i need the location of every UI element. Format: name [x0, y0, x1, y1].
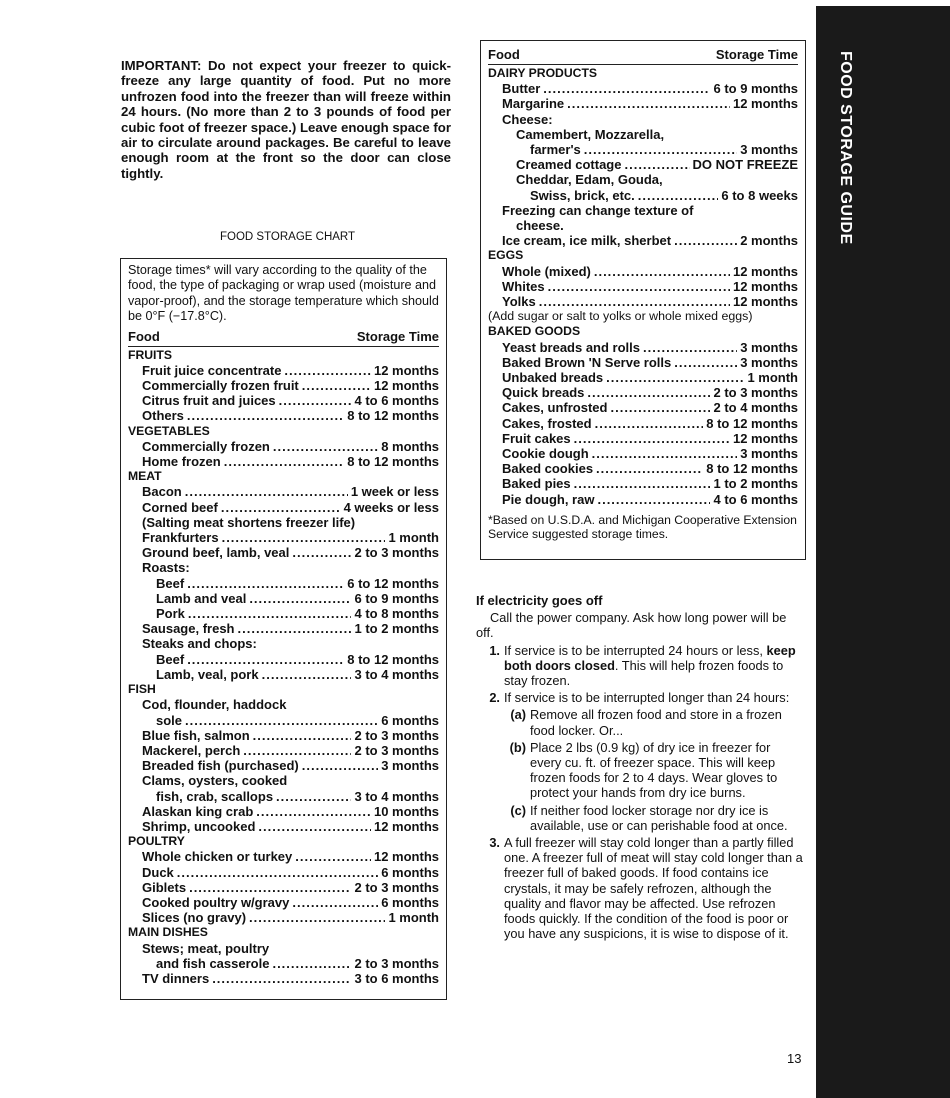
food-row — [128, 971, 439, 986]
food-name: Pie dough, raw — [502, 491, 595, 507]
storage-time: 3 months — [381, 758, 439, 774]
food-row — [128, 530, 439, 545]
food-row — [128, 576, 439, 591]
food-name: Swiss, brick, etc. — [530, 187, 635, 203]
leader-dots — [224, 454, 345, 469]
column-food: Food — [128, 328, 160, 344]
food-name: Yeast breads and rolls — [502, 339, 641, 355]
food-row — [128, 880, 439, 895]
food-name: Commercially frozen fruit — [142, 378, 299, 394]
food-row — [128, 621, 439, 636]
category-heading: DAIRY PRODUCTS — [488, 66, 598, 80]
substep-label: (a) — [510, 707, 526, 723]
storage-time: DO NOT FREEZE — [692, 157, 798, 173]
storage-time: 1 week or less — [350, 484, 439, 500]
column-time: Storage Time — [356, 328, 439, 344]
leader-dots — [187, 576, 344, 591]
food-row — [128, 378, 439, 393]
storage-time: 8 to 12 months — [706, 461, 798, 477]
food-subheading: Cheese: — [502, 111, 553, 127]
food-name: Breaded fish (purchased) — [142, 758, 299, 774]
food-name: fish, crab, scallops — [156, 788, 274, 804]
food-subheading: Clams, oysters, cooked — [142, 773, 288, 789]
step-text: If service is to be interrupted 24 hours or less, keep both doors closed. This will help frozen foods to stay frozen. — [504, 642, 796, 689]
food-name: Quick breads — [502, 385, 585, 401]
side-tab — [816, 6, 950, 1098]
storage-time: 8 to 12 months — [706, 415, 798, 431]
food-row — [128, 758, 439, 773]
column-header-right — [488, 47, 798, 65]
footnote: *Based on U.S.D.A. and Michigan Cooperative Extension Service suggested storage times. — [488, 512, 797, 542]
food-name: Margarine — [502, 96, 565, 112]
food-row — [488, 96, 798, 111]
storage-time: 3 to 6 months — [354, 970, 439, 986]
leader-dots — [188, 606, 352, 621]
food-row — [488, 279, 798, 294]
food-name: Citrus fruit and juices — [142, 393, 276, 409]
food-name: Blue fish, salmon — [142, 727, 250, 743]
storage-time: 12 months — [732, 278, 798, 294]
food-row — [488, 294, 798, 309]
food-name: sole — [156, 712, 183, 728]
food-row — [128, 804, 439, 819]
food-name: Commercially frozen — [142, 438, 270, 454]
leader-dots — [276, 789, 351, 804]
food-row — [128, 545, 439, 560]
step-emphasis: keep both doors closed — [504, 642, 796, 673]
food-name: farmer's — [530, 142, 581, 158]
food-subheading: cheese. — [516, 218, 564, 234]
food-subheading: Camembert, Mozzarella, — [516, 126, 665, 142]
leader-dots — [292, 895, 378, 910]
food-row — [488, 264, 798, 279]
food-name: Cooked poultry w/gravy — [142, 894, 290, 910]
storage-time: 6 months — [381, 894, 439, 910]
leader-dots — [624, 157, 689, 172]
substep-label: (c) — [510, 802, 526, 818]
storage-time: 2 to 3 months — [354, 727, 439, 743]
storage-time: 6 months — [381, 712, 439, 728]
storage-time: 10 months — [373, 803, 439, 819]
leader-dots — [249, 910, 385, 925]
food-name: Pork — [156, 606, 185, 622]
food-name: Yolks — [502, 294, 536, 310]
food-row — [128, 895, 439, 910]
storage-table-right — [480, 40, 806, 560]
storage-time: 3 to 4 months — [354, 666, 439, 682]
storage-time: 8 to 12 months — [347, 454, 439, 470]
food-name: Shrimp, uncooked — [142, 818, 256, 834]
storage-time: 2 to 3 months — [354, 545, 439, 561]
leader-dots — [187, 408, 344, 423]
leader-dots — [596, 461, 703, 476]
food-subheading: (Salting meat shortens freezer life) — [142, 514, 356, 530]
storage-time: 3 months — [740, 446, 798, 462]
leader-dots — [279, 393, 352, 408]
category-heading: BAKED GOODS — [488, 324, 581, 339]
category-heading: FRUITS — [128, 347, 173, 362]
step-number: 2. — [489, 690, 500, 706]
storage-time: 2 to 3 months — [354, 879, 439, 895]
category-heading: FISH — [128, 682, 156, 697]
food-subheading: Roasts: — [142, 560, 190, 576]
food-row — [488, 446, 798, 461]
leader-dots — [643, 340, 737, 355]
leader-dots — [674, 233, 737, 248]
storage-note: Storage times* will vary according to the quality of the food, the type of packaging or wrap used (moisture and vapor-proof), and the storage temperature which should be 0°F (−17.8°C). — [128, 263, 439, 324]
food-name: Baked pies — [502, 476, 571, 492]
substep-item — [504, 740, 804, 801]
column-header — [128, 329, 439, 347]
food-row — [488, 340, 798, 355]
electricity-intro: Call the power company. Ask how long power will be off. — [476, 610, 787, 641]
leader-dots — [212, 971, 351, 986]
storage-time: 2 to 3 months — [713, 385, 798, 401]
food-row — [488, 188, 798, 203]
food-name: Fruit cakes — [502, 430, 571, 446]
food-row — [128, 910, 439, 925]
storage-time: 6 to 8 weeks — [721, 187, 798, 203]
leader-dots — [302, 758, 378, 773]
food-name: Giblets — [142, 879, 187, 895]
food-name: Duck — [142, 864, 174, 880]
leader-dots — [295, 849, 371, 864]
storage-time: 1 month — [747, 370, 798, 386]
storage-time: 4 weeks or less — [343, 499, 439, 515]
storage-time: 8 to 12 months — [347, 408, 439, 424]
leader-dots — [187, 652, 344, 667]
leader-dots — [185, 713, 378, 728]
food-name: Beef — [156, 575, 185, 591]
food-row — [488, 431, 798, 446]
leader-dots — [262, 667, 352, 682]
food-subheading: Steaks and chops: — [142, 636, 257, 652]
left-food-list — [128, 348, 439, 987]
leader-dots — [284, 363, 371, 378]
step-item — [476, 690, 804, 833]
food-row — [128, 439, 439, 454]
food-name: Butter — [502, 81, 541, 97]
storage-time: 6 to 9 months — [354, 590, 439, 606]
leader-dots — [189, 880, 351, 895]
leader-dots — [674, 355, 737, 370]
storage-time: 2 to 3 months — [354, 955, 439, 971]
leader-dots — [595, 416, 704, 431]
storage-time: 3 to 4 months — [354, 788, 439, 804]
storage-time: 3 months — [740, 339, 798, 355]
food-name: Baked cookies — [502, 461, 594, 477]
storage-time: 12 months — [373, 849, 439, 865]
food-row — [128, 484, 439, 499]
food-name: and fish casserole — [156, 955, 270, 971]
important-paragraph: IMPORTANT: Do not expect your freezer to quick-freeze any large quantity of food. Put no more unfrozen food into the freezer than will freeze within 24 hours. (No more than 2 to 3 pounds of food per cubic foot of freezer space.) Leave enough space for air to circulate around packages. Be careful to leave enough room at the front so the door can close tightly. — [121, 58, 451, 181]
storage-time: 3 months — [740, 142, 798, 158]
food-name: Whites — [502, 278, 545, 294]
substep-text: Place 2 lbs (0.9 kg) of dry ice in freezer for every cu. ft. of freezer space. This will keep frozen foods for 2 to 4 days. Wear gloves to protect your hands from dry ice burns. — [530, 739, 778, 801]
food-note: (Add sugar or salt to yolks or whole mixed eggs) — [488, 309, 753, 324]
storage-time: 12 months — [732, 294, 798, 310]
food-name: Sausage, fresh — [142, 621, 235, 637]
food-name: Beef — [156, 651, 185, 667]
storage-time: 12 months — [373, 378, 439, 394]
column-time-right: Storage Time — [715, 47, 798, 62]
substep-text: Remove all frozen food and store in a frozen food locker. Or... — [530, 707, 782, 738]
food-row — [128, 849, 439, 864]
page-number: 13 — [787, 1051, 802, 1066]
food-name: Creamed cottage — [516, 157, 622, 173]
storage-table-left — [120, 258, 447, 1000]
leader-dots — [273, 439, 378, 454]
food-row — [488, 476, 798, 491]
storage-time: 6 to 12 months — [347, 575, 439, 591]
category-heading: MAIN DISHES — [128, 925, 208, 940]
leader-dots — [567, 96, 730, 111]
step-text: A full freezer will stay cold longer than a partly filled one. A freezer full of meat will stay cold longer than a freezer full of baked goods. If food contains ice crystals, it may be safely refrozen, although the quality and flavor may be affected. Use refrozen foods quickly. If the condition of the food is poor or you have any suspicions, it is wise to dispose of it. — [504, 835, 803, 942]
category-heading: MEAT — [128, 469, 162, 484]
storage-time: 6 to 9 months — [713, 81, 798, 97]
leader-dots — [539, 294, 730, 309]
storage-time: 8 months — [381, 438, 439, 454]
food-row — [488, 81, 798, 96]
storage-time: 6 months — [381, 864, 439, 880]
food-row — [488, 157, 798, 172]
food-row — [128, 500, 439, 515]
substep-item — [504, 707, 804, 737]
leader-dots — [574, 476, 711, 491]
food-subheading: Cod, flounder, haddock — [142, 697, 287, 713]
leader-dots — [185, 484, 348, 499]
food-row — [128, 393, 439, 408]
substep-text: If neither food locker storage nor dry ice is available, use or can perishable food at once. — [530, 802, 788, 833]
leader-dots — [256, 804, 371, 819]
food-row — [488, 142, 798, 157]
column-food-right: Food — [488, 47, 520, 62]
step-number: 3. — [489, 835, 500, 851]
leader-dots — [584, 142, 737, 157]
food-name: Lamb and veal — [156, 590, 247, 606]
step-text: If service is to be interrupted longer than 24 hours: (a) Remove all frozen food and store in a frozen food locker. Or... (b) Place 2 lbs (0.9 kg) of dry ice in freezer for every cu. ft. of freezer space. This will keep frozen foods for 2 to 4 days. Wear gloves to protect your hands from dry ice burns. (c) If neither food locker storage nor dry ice is available, use or can perishable food at once. — [504, 690, 804, 833]
category-heading: VEGETABLES — [128, 423, 210, 438]
storage-time: 2 to 3 months — [354, 742, 439, 758]
food-row — [128, 713, 439, 728]
food-name: Corned beef — [142, 499, 218, 515]
food-row — [128, 865, 439, 880]
food-name: Bacon — [142, 484, 182, 500]
storage-time: 3 months — [740, 354, 798, 370]
step-item — [476, 643, 804, 689]
food-name: Cakes, unfrosted — [502, 400, 608, 416]
leader-dots — [222, 530, 386, 545]
storage-time: 4 to 6 months — [713, 491, 798, 507]
food-name: Whole (mixed) — [502, 263, 591, 279]
step-item — [476, 835, 804, 941]
substep-label: (b) — [509, 739, 526, 755]
leader-dots — [272, 956, 351, 971]
substep-item — [504, 803, 804, 833]
food-row — [128, 652, 439, 667]
leader-dots — [574, 431, 730, 446]
food-row — [128, 743, 439, 758]
storage-time: 8 to 12 months — [347, 651, 439, 667]
food-subheading: Cheddar, Edam, Gouda, — [516, 172, 663, 188]
leader-dots — [221, 500, 341, 515]
leader-dots — [638, 188, 719, 203]
leader-dots — [592, 446, 738, 461]
storage-time: 4 to 8 months — [354, 606, 439, 622]
category-heading: POULTRY — [128, 834, 185, 849]
food-row — [128, 591, 439, 606]
food-row — [488, 355, 798, 370]
storage-time: 12 months — [732, 430, 798, 446]
leader-dots — [177, 865, 378, 880]
leader-dots — [606, 370, 744, 385]
food-row — [128, 363, 439, 378]
food-row — [488, 400, 798, 415]
food-name: Cookie dough — [502, 446, 589, 462]
food-row — [128, 454, 439, 469]
food-row — [128, 606, 439, 621]
leader-dots — [258, 819, 371, 834]
leader-dots — [238, 621, 352, 636]
leader-dots — [610, 400, 710, 415]
category-heading: EGGS — [488, 248, 524, 263]
food-name: Others — [142, 408, 184, 424]
leader-dots — [587, 385, 710, 400]
food-name: Alaskan king crab — [142, 803, 254, 819]
storage-time: 12 months — [732, 263, 798, 279]
food-name: Frankfurters — [142, 530, 219, 546]
food-row — [128, 789, 439, 804]
food-row — [128, 408, 439, 423]
food-subheading: Freezing can change texture of — [502, 202, 694, 218]
food-name: Ground beef, lamb, veal — [142, 545, 290, 561]
leader-dots — [302, 378, 371, 393]
chart-title: FOOD STORAGE CHART — [220, 231, 356, 243]
storage-time: 1 month — [388, 910, 439, 926]
food-name: Whole chicken or turkey — [142, 849, 293, 865]
food-row — [488, 492, 798, 507]
food-row — [488, 370, 798, 385]
storage-time: 1 to 2 months — [713, 476, 798, 492]
leader-dots — [243, 743, 351, 758]
food-row — [488, 385, 798, 400]
food-row — [128, 819, 439, 834]
side-tab-label: FOOD STORAGE GUIDE — [837, 51, 854, 245]
food-name: Lamb, veal, pork — [156, 666, 259, 682]
right-food-list — [488, 66, 798, 507]
storage-time: 12 months — [373, 818, 439, 834]
leader-dots — [548, 279, 730, 294]
storage-time: 2 to 4 months — [713, 400, 798, 416]
leader-dots — [292, 545, 351, 560]
electricity-heading: If electricity goes off — [476, 593, 603, 608]
food-name: Slices (no gravy) — [142, 910, 247, 926]
electricity-section — [476, 593, 804, 941]
food-row — [128, 728, 439, 743]
food-name: Unbaked breads — [502, 370, 604, 386]
food-row — [488, 461, 798, 476]
food-name: Fruit juice concentrate — [142, 362, 282, 378]
leader-dots — [597, 492, 710, 507]
leader-dots — [594, 264, 730, 279]
food-row — [128, 956, 439, 971]
leader-dots — [543, 81, 710, 96]
food-row — [488, 416, 798, 431]
leader-dots — [249, 591, 351, 606]
storage-time: 12 months — [732, 96, 798, 112]
food-subheading: Stews; meat, poultry — [142, 940, 270, 956]
food-name: Mackerel, perch — [142, 742, 241, 758]
storage-time: 4 to 6 months — [354, 393, 439, 409]
electricity-steps — [476, 643, 804, 942]
storage-time: 1 month — [388, 530, 439, 546]
food-name: Home frozen — [142, 454, 221, 470]
food-name: Baked Brown 'N Serve rolls — [502, 354, 672, 370]
food-name: TV dinners — [142, 970, 210, 986]
storage-time: 2 months — [740, 233, 798, 249]
storage-time: 1 to 2 months — [354, 621, 439, 637]
food-name: Cakes, frosted — [502, 415, 592, 431]
food-row — [128, 667, 439, 682]
step-number: 1. — [489, 642, 500, 658]
leader-dots — [253, 728, 352, 743]
food-row — [488, 233, 798, 248]
food-name: Ice cream, ice milk, sherbet — [502, 233, 672, 249]
storage-time: 12 months — [373, 362, 439, 378]
